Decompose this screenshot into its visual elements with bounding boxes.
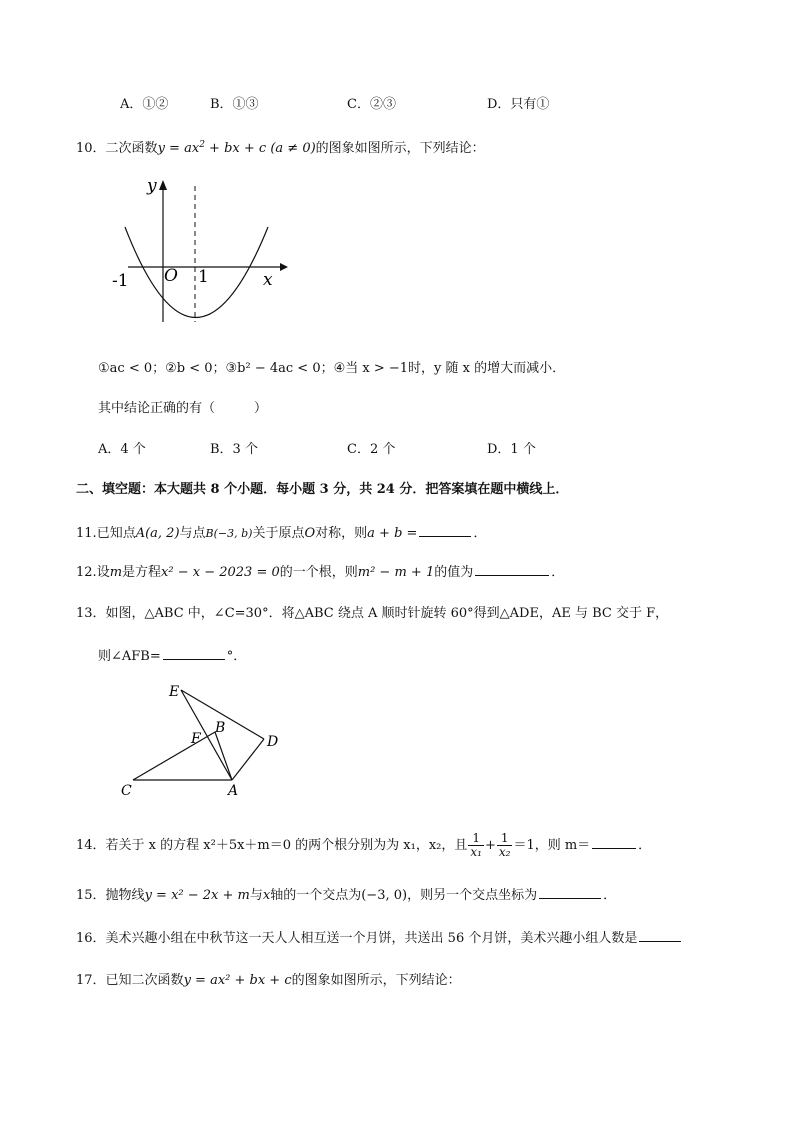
q11-end: ．: [473, 526, 487, 541]
q11-text-3: 关于原点: [252, 526, 305, 541]
q10-parabola-graph: [108, 172, 293, 332]
q11-point-b: B(−3, b): [205, 527, 253, 540]
q17-number: 17．: [76, 973, 106, 988]
q10-x-label: x: [263, 270, 273, 290]
q13-label-a: A: [228, 783, 239, 799]
q13-number: 13．: [76, 606, 106, 621]
q13-edge-ba: [215, 732, 232, 780]
q9-option-a: A．①②: [120, 97, 169, 112]
q13-triangle-figure: [112, 680, 292, 800]
q14-answer-blank[interactable]: [592, 836, 636, 849]
q10-stem-post: 的图象如图所示，下列结论：: [315, 141, 485, 156]
q15-text-4: ，则另一个交点坐标为: [407, 888, 538, 903]
q13-label-c: C: [121, 783, 132, 799]
q12-end: ．: [551, 565, 565, 580]
q15-answer-blank[interactable]: [539, 886, 601, 899]
q16-text: 美术兴趣小组在中秋节这一天人人相互送一个月饼，共送出 56 个月饼，美术兴趣小组人数是: [105, 931, 638, 946]
q10-function: $y = ax^2$ + bx + c: [157, 140, 267, 156]
q13-label-b: B: [215, 720, 226, 736]
q11-expr: a + b =: [367, 526, 418, 541]
q9-option-d: D．只有①: [487, 97, 550, 112]
q12: [76, 563, 564, 582]
section2-title: 二、填空题：本大题共 8 个小题．每小题 3 分，共 24 分．把答案填在题中横线上．: [76, 482, 569, 497]
q12-answer-blank[interactable]: [475, 563, 549, 576]
q14-frac1-den: x₁: [470, 845, 482, 859]
q10-option-d: D．1 个: [487, 442, 536, 457]
q14-fraction-2: [497, 832, 513, 859]
q14-plus: +: [484, 838, 496, 853]
q14-fraction-1: [468, 832, 484, 859]
q12-expr: m² − m + 1: [357, 565, 435, 580]
q9-option-b: B．①③: [210, 97, 259, 112]
q13-line2-pre: 则∠AFB=: [98, 649, 161, 664]
q15-point: (−3, 0): [361, 888, 408, 903]
q13-label-d: D: [267, 734, 279, 750]
q13-line1: [76, 605, 668, 623]
q15-x: x: [262, 888, 271, 903]
q10-x-arrow: [280, 263, 288, 271]
q11-number: 11.: [76, 526, 97, 541]
q9-option-c: C．②③: [347, 97, 396, 112]
q10-question: 其中结论正确的有（ ）: [98, 401, 268, 416]
q10-y-arrow: [159, 180, 167, 190]
q12-text-4: 的值为: [434, 565, 474, 580]
q12-text-1: 设: [96, 565, 110, 580]
q10-number: 10．: [76, 141, 106, 156]
q15-end: ．: [603, 888, 617, 903]
q12-number: 12.: [76, 565, 97, 580]
q12-text-3: 的一个根，则: [279, 565, 358, 580]
q14-text-2: ＝1，则 m＝: [513, 838, 591, 853]
q13-line2-post: °．: [226, 649, 247, 664]
q12-m: m: [109, 565, 123, 580]
q10-stem: [76, 140, 485, 158]
q13-text: 如图，△ABC 中，∠C=30°．将△ABC 绕点 A 顺时针旋转 60°得到△ADE，AE 与 BC 交于 F，: [105, 606, 669, 621]
q10-condition: (a ≠ 0): [270, 141, 316, 156]
q11-text-1: 已知点: [96, 526, 136, 541]
q13-line2: [98, 647, 246, 666]
q11-point-a: A(a, 2): [135, 526, 180, 541]
q17-text-1: 已知二次函数: [105, 973, 184, 988]
q14-number: 14．: [76, 838, 106, 853]
q16-number: 16．: [76, 931, 106, 946]
q13-label-e: E: [169, 684, 180, 700]
q14-end: ．: [638, 838, 652, 853]
q11: [76, 524, 486, 543]
q10-option-c: C．2 个: [347, 442, 396, 457]
q17-equation: y = ax² + bx + c: [183, 973, 292, 988]
q11-text-4: 对称，则: [315, 526, 368, 541]
q10-option-a: A．4 个: [98, 442, 146, 457]
q11-answer-blank[interactable]: [419, 524, 471, 537]
q12-text-2: 是方程: [122, 565, 162, 580]
q14-text-1: 若关于 x 的方程 x²＋5x＋m＝0 的两个根分别为为 x₁，x₂，且: [105, 838, 468, 853]
q17: [76, 972, 461, 990]
q14-frac2-den: x₂: [498, 845, 511, 859]
q10-y-label: y: [147, 176, 157, 196]
q15: [76, 886, 616, 905]
q10-parabola-curve: [125, 227, 268, 318]
q15-text-1: 抛物线: [105, 888, 145, 903]
q10-origin-label: O: [164, 266, 178, 286]
q13-edge-da: [232, 739, 264, 780]
q10-stem-pre: 二次函数: [105, 141, 158, 156]
q13-edge-cb: [133, 732, 215, 780]
q13-label-f: F: [191, 731, 201, 747]
q12-equation: x² − x − 2023 = 0: [161, 565, 280, 580]
q13-answer-blank[interactable]: [163, 647, 225, 660]
q16-answer-blank[interactable]: [639, 929, 681, 942]
q10-tick-neg1: -1: [112, 271, 129, 291]
q14-frac2-num: 1: [497, 832, 513, 846]
q15-number: 15．: [76, 888, 106, 903]
q14: [76, 829, 651, 863]
q10-conclusions: ①ac < 0；②b < 0；③b² − 4ac < 0；④当 x > −1时，y 随 x 的增大而减小．: [98, 361, 566, 376]
q15-text-2: 与: [249, 888, 263, 903]
q17-text-2: 的图象如图所示，下列结论：: [291, 973, 461, 988]
q16: [76, 929, 683, 948]
q14-frac1-num: 1: [468, 832, 484, 846]
q11-o: O: [304, 526, 316, 541]
q11-text-2: 与点: [179, 526, 206, 541]
q10-tick-1: 1: [198, 267, 209, 287]
q15-equation: y = x² − 2x + m: [144, 888, 250, 903]
q10-option-b: B．3 个: [210, 442, 258, 457]
q15-text-3: 轴的一个交点为: [270, 888, 362, 903]
